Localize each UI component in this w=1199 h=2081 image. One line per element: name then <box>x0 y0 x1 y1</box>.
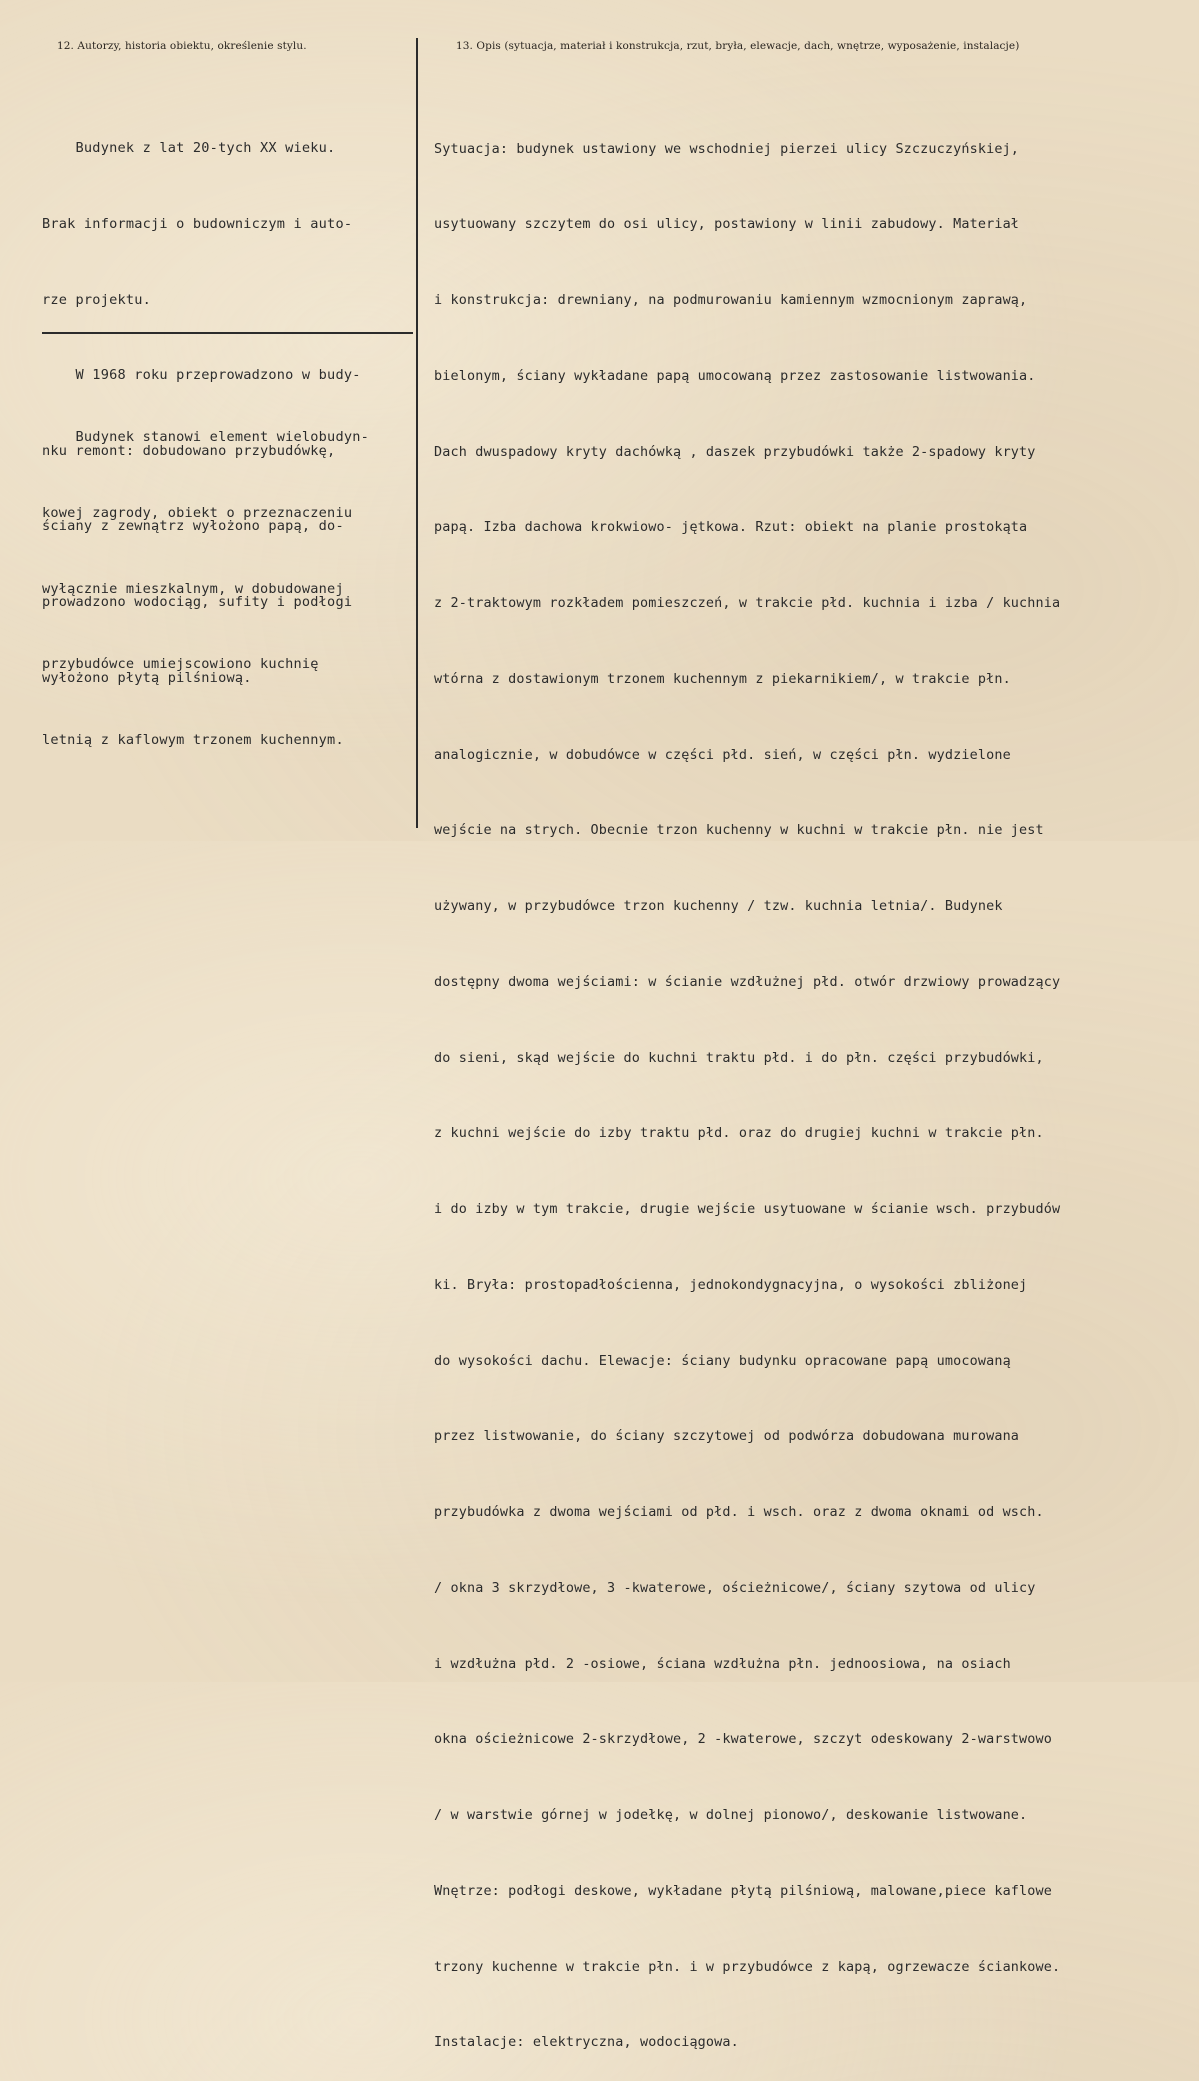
style-line: Budynek stanowi element wielobudyn- <box>42 429 369 446</box>
description-line: przybudówka z dwoma wejściami od płd. i wsch. oraz z dwoma oknami od wsch. <box>434 1505 1044 1520</box>
section-13-header: 13. Opis (sytuacja, materiał i konstrukcja, rzut, bryła, elewacje, dach, wnętrze, wyposażenie, instalacje) <box>456 40 1020 52</box>
description-line: / w warstwie górnej w jodełkę, w dolnej pionowo/, deskowanie listwowane. <box>434 1808 1028 1823</box>
style-line: letnią z kaflowym trzonem kuchennym. <box>42 731 344 748</box>
style-line: kowej zagrody, obiekt o przeznaczeniu <box>42 505 353 522</box>
history-line: nku remont: dobudowano przybudówkę, <box>42 442 336 459</box>
section-12-header: 12. Autorzy, historia obiektu, określenie stylu. <box>57 40 307 52</box>
history-line: Brak informacji o budowniczym i auto- <box>42 216 353 233</box>
history-line: Budynek z lat 20-tych XX wieku. <box>42 140 336 157</box>
description-line: / okna 3 skrzydłowe, 3 -kwaterowe, ościeżnicowe/, ściany szytowa od ulicy <box>434 1580 1036 1596</box>
history-line: wyłożono płytą pilśniową. <box>42 669 252 686</box>
description-line: papą. Izba dachowa krokwiowo- jętkowa. Rzut: obiekt na planie prostokąta <box>434 520 1028 536</box>
description-line: do sieni, skąd wejście do kuchni traktu płd. i do płn. części przybudówki, <box>434 1050 1044 1066</box>
description-line: usytuowany szczytem do osi ulicy, postawiony w linii zabudowy. Materiał <box>434 217 1020 233</box>
description-line: Wnętrze: podłogi deskowe, wykładane płytą pilśniową, malowane,piece kaflowe <box>434 1883 1053 1899</box>
style-text <box>42 375 369 778</box>
description-line: z 2-traktowym rozkładem pomieszczeń, w trakcie płd. kuchnia i izba / kuchnia <box>434 596 1061 611</box>
description-line: bielonym, ściany wykładane papą umocowaną przez zastosowanie listwowania. <box>434 368 1036 384</box>
description-line: i wzdłużna płd. 2 -osiowe, ściana wzdłużna płn. jednoosiowa, na osiach <box>434 1656 1011 1672</box>
description-line: wtórna z dostawionym trzonem kuchennym z piekarnikiem/, w trakcie płn. <box>434 671 1011 687</box>
description-line: wejście na strych. Obecnie trzon kuchenny w kuchni w trakcie płn. nie jest <box>434 823 1044 839</box>
description-line: z kuchni wejście do izby traktu płd. oraz do drugiej kuchni w trakcie płn. <box>434 1126 1044 1142</box>
description-line: trzony kuchenne w trakcie płn. i w przybudówce z kapą, ogrzewacze ściankowe. <box>434 1959 1061 1975</box>
description-line: i do izby w tym trakcie, drugie wejście usytuowane w ścianie wsch. przybudów <box>434 1202 1061 1217</box>
history-line: W 1968 roku przeprowadzono w budy- <box>42 367 361 384</box>
description-line: ki. Bryła: prostopadłościenna, jednokondygnacyjna, o wysokości zbliżonej <box>434 1277 1028 1293</box>
description-text <box>434 86 1196 2081</box>
description-line: analogicznie, w dobudówce w części płd. sień, w części płn. wydzielone <box>434 747 1011 763</box>
description-line: Sytuacja: budynek ustawiony we wschodniej pierzei ulicy Szczuczyńskiej, <box>434 141 1020 157</box>
style-line: przybudówce umiejscowiono kuchnię <box>42 656 319 673</box>
description-line: okna ościeżnicowe 2-skrzydłowe, 2 -kwaterowe, szczyt odeskowany 2-warstwowo <box>434 1732 1053 1748</box>
style-line: wyłącznie mieszkalnym, w dobudowanej <box>42 580 344 597</box>
column-divider <box>416 38 418 828</box>
history-line: ściany z zewnątrz wyłożono papą, do- <box>42 518 344 535</box>
history-line: prowadzono wodociąg, sufity i podłogi <box>42 594 353 611</box>
description-line: Instalacje: elektryczna, wodociągowa. <box>434 2035 739 2051</box>
description-line: i konstrukcja: drewniany, na podmurowaniu kamiennym wzmocnionym zaprawą, <box>434 293 1028 308</box>
description-line: do wysokości dachu. Elewacje: ściany budynku opracowane papą umocowaną <box>434 1353 1011 1369</box>
history-line: rze projektu. <box>42 291 151 308</box>
description-line: przez listwowanie, do ściany szczytowej od podwórza dobudowana murowana <box>434 1429 1020 1445</box>
description-line: używany, w przybudówce trzon kuchenny / tzw. kuchnia letnia/. Budynek <box>434 899 1003 914</box>
description-line: Dach dwuspadowy kryty dachówką , daszek przybudówki także 2-spadowy kryty <box>434 444 1036 460</box>
description-line: dostępny dwoma wejściami: w ścianie wzdłużnej płd. otwór drzwiowy prowadzący <box>434 974 1061 990</box>
